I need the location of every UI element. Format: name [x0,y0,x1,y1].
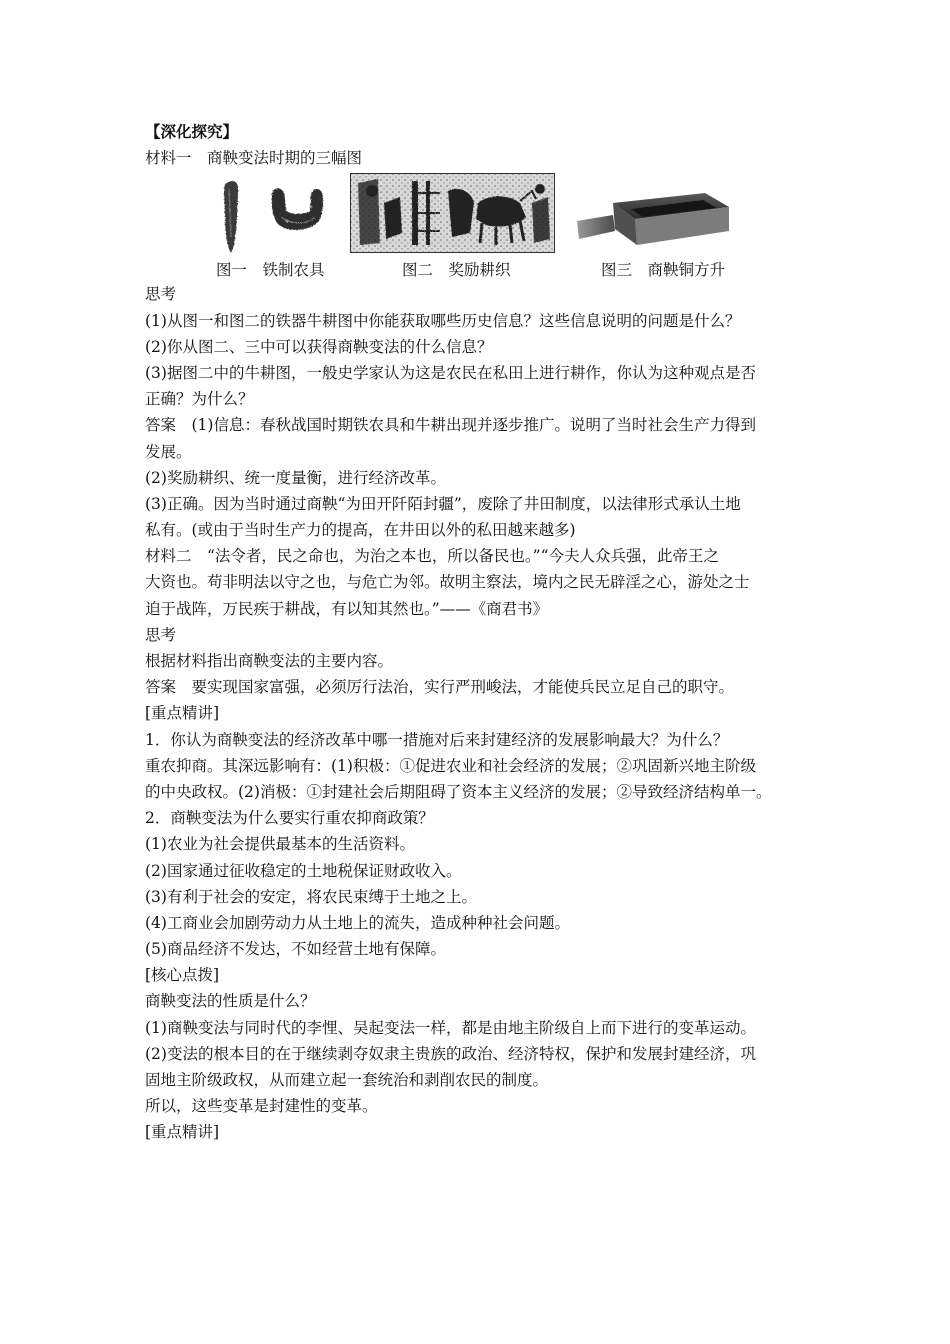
figure-row [0,171,950,281]
list-item: (2)国家通过征收稳定的土地税保证财政收入。 [145,861,462,880]
material1-title: 材料一 商鞅变法时期的三幅图 [145,149,363,168]
focus-label: [重点精讲] [145,1123,220,1142]
section-heading: 【深化探究】 [145,122,239,141]
conclusion-text: 所以，这些变革是封建性的变革。 [145,1097,378,1116]
material2-text: 材料二 “法令者，民之命也，为治之本也，所以备民也。”“今夫人众兵强，此帝王之 [145,547,720,566]
question-text: (2)你从图二、三中可以获得商鞅变法的什么信息？ [145,337,493,356]
answer-text: 固地主阶级政权，从而建立起一套统治和剥削农民的制度。 [145,1071,549,1089]
answer-text: (2)变法的根本目的在于继续剥夺奴隶主贵族的政治、经济特权，保护和发展封建经济，巩 [145,1044,756,1063]
bronze-measure-image [573,185,743,253]
answer-text: (2)奖励耕织、统一度量衡，进行经济改革。 [145,468,446,487]
question-text: 正确？为什么？ [145,390,254,409]
answer-text: 答案 要实现国家富强，必须厉行法治，实行严刑峻法，才能使兵民立足自己的职守。 [145,678,735,697]
question-text: 1．你认为商鞅变法的经济改革中哪一措施对后来封建经济的发展影响最大？为什么？ [145,730,729,749]
list-item: (4)工商业会加剧劳动力从土地上的流失，造成种种社会问题。 [145,913,570,932]
list-item: (5)商品经济不发达，不如经营土地有保障。 [145,940,446,959]
core-label: [核心点拨] [145,966,220,985]
list-item: (1)农业为社会提供最基本的生活资料。 [145,835,415,854]
question-text: 2．商鞅变法为什么要实行重农抑商政策？ [145,809,434,828]
question-text: (1)从图一和图二的铁器牛耕图中你能获取哪些历史信息？这些信息说明的问题是什么？ [145,311,741,330]
answer-text: 发展。 [145,442,192,461]
ox-plowing-relief-image [350,173,555,253]
think-label: 思考 [145,625,177,644]
answer-text: 重农抑商。其深远影响有：(1)积极：①促进农业和社会经济的发展；②巩固新兴地主阶级 [145,756,756,775]
think-label: 思考 [145,285,177,304]
figure1-caption: 图一 铁制农具 [216,261,325,280]
focus-label: [重点精讲] [145,704,220,723]
answer-text: 答案 (1)信息：春秋战国时期铁农具和牛耕出现并逐步推广。说明了当时社会生产力得到 [145,416,756,435]
figure2-caption: 图二 奖励耕织 [402,261,511,280]
answer-text: (1)商鞅变法与同时代的李悝、吴起变法一样，都是由地主阶级自上而下进行的变革运动。 [145,1018,756,1037]
material2-text: 迫于战阵，万民疾于耕战，有以知其然也。”——《商君书》 [145,599,549,618]
question-text: 商鞅变法的性质是什么？ [145,992,316,1011]
document-page [145,119,805,1146]
answer-text: (3)正确。因为当时通过商鞅“为田开阡陌封疆”，废除了井田制度，以法律形式承认土地 [145,494,741,513]
answer-text: 的中央政权。(2)消极：①封建社会后期阻碍了资本主义经济的发展；②导致经济结构单一。 [145,782,772,801]
answer-text: 私有。(或由于当时生产力的提高，在井田以外的私田越来越多) [145,521,576,540]
question-text: (3)据图二中的牛耕图，一般史学家认为这是农民在私田上进行耕作，你认为这种观点是否 [145,363,756,382]
figure3-caption: 图三 商鞅铜方升 [601,261,726,280]
list-item: (3)有利于社会的安定，将农民束缚于土地之上。 [145,887,477,906]
material2-text: 大资也。苟非明法以守之也，与危亡为邻。故明主察法，境内之民无辟淫之心，游处之士 [145,573,750,592]
question-text: 根据材料指出商鞅变法的主要内容。 [145,652,394,670]
iron-tools-image [215,177,335,255]
